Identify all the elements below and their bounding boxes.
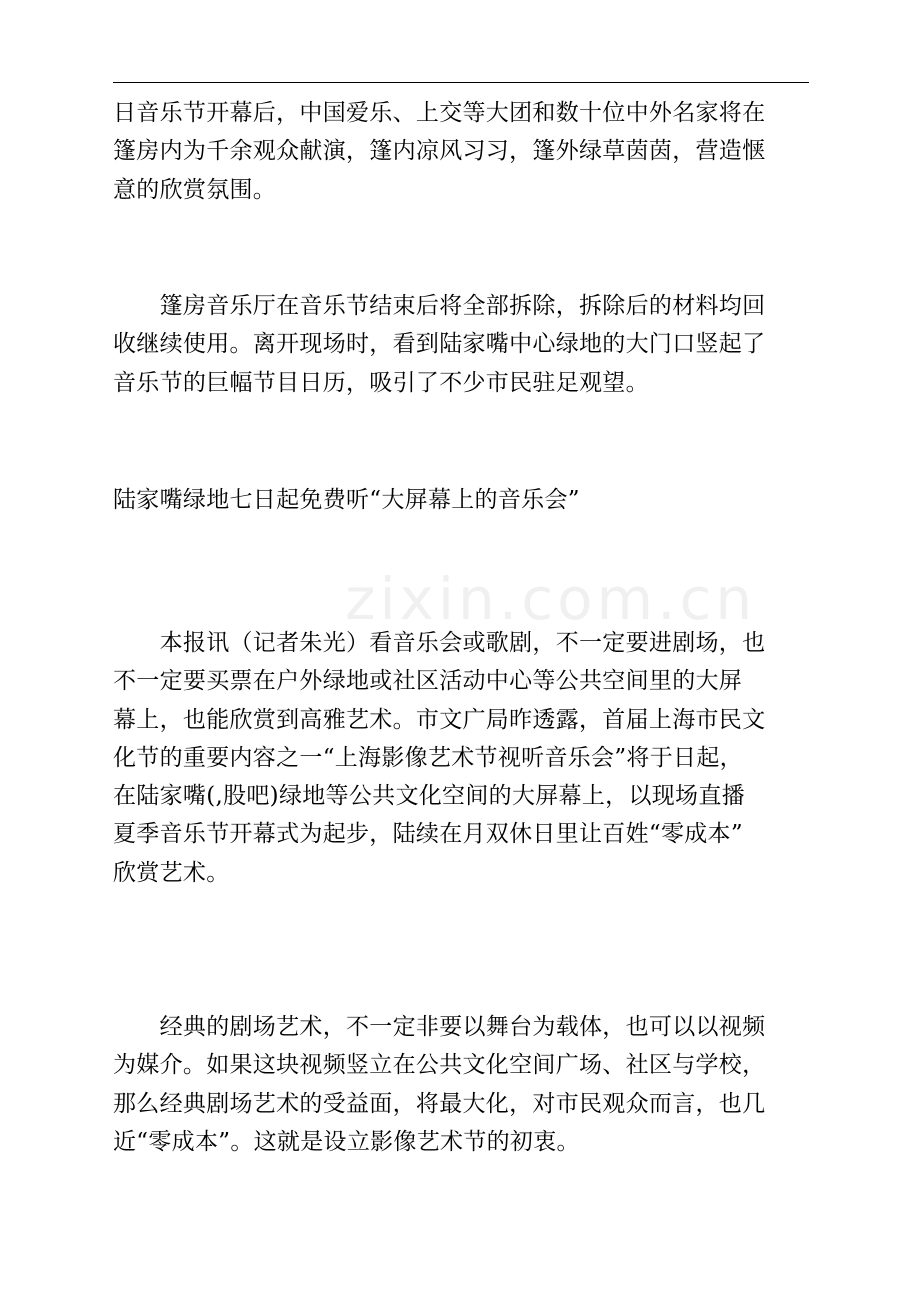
text-line: 那么经典剧场艺术的受益面，将最大化，对市民观众而言，也几 bbox=[113, 1090, 766, 1117]
header-rule bbox=[113, 82, 809, 83]
text-line: 本报讯（记者朱光）看音乐会或歌剧，不一定要进剧场，也 bbox=[113, 630, 766, 656]
paragraph-4 bbox=[113, 1008, 813, 1161]
text-line: 篷房音乐厅在音乐节结束后将全部拆除，拆除后的材料均回 bbox=[113, 293, 766, 319]
text-line: 收继续使用。离开现场时，看到陆家嘴中心绿地的大门口竖起了 bbox=[113, 331, 766, 358]
text-line: 化节的重要内容之一“上海影像艺术节视听音乐会”将于日起， bbox=[113, 744, 743, 771]
text-line: 音乐节的巨幅节目日历，吸引了不少市民驻足观望。 bbox=[113, 369, 649, 396]
text-line: 幕上，也能欣赏到高雅艺术。市文广局昨透露，首届上海市民文 bbox=[113, 706, 766, 733]
text-line: 夏季音乐节开幕式为起步，陆续在月双休日里让百姓“零成本” bbox=[113, 821, 743, 848]
text-line: 经典的剧场艺术，不一定非要以舞台为载体，也可以以视频 bbox=[113, 1014, 766, 1040]
text-line: 意的欣赏氛围。 bbox=[113, 176, 277, 203]
watermark: zixin.com.cn bbox=[345, 565, 757, 633]
paragraph-3 bbox=[113, 624, 813, 892]
text-line: 欣赏艺术。 bbox=[113, 859, 230, 886]
text-line: 为媒介。如果这块视频竖立在公共文化空间广场、社区与学校， bbox=[113, 1052, 766, 1079]
article-headline bbox=[113, 481, 813, 519]
text-line: 篷房内为千余观众献演，篷内凉风习习，篷外绿草茵茵，营造惬 bbox=[113, 138, 766, 165]
text-line: 近“零成本”。这就是设立影像艺术节的初衷。 bbox=[113, 1128, 580, 1155]
text-line: 在陆家嘴(,股吧)绿地等公共文化空间的大屏幕上，以现场直播 bbox=[113, 783, 745, 810]
text-line: 不一定要买票在户外绿地或社区活动中心等公共空间里的大屏 bbox=[113, 668, 743, 695]
text-line: 日音乐节开幕后，中国爱乐、上交等大团和数十位中外名家将在 bbox=[113, 100, 766, 126]
paragraph-1 bbox=[113, 94, 813, 209]
paragraph-2 bbox=[113, 287, 813, 402]
headline-text: 陆家嘴绿地七日起免费听“大屏幕上的音乐会” bbox=[113, 487, 580, 513]
